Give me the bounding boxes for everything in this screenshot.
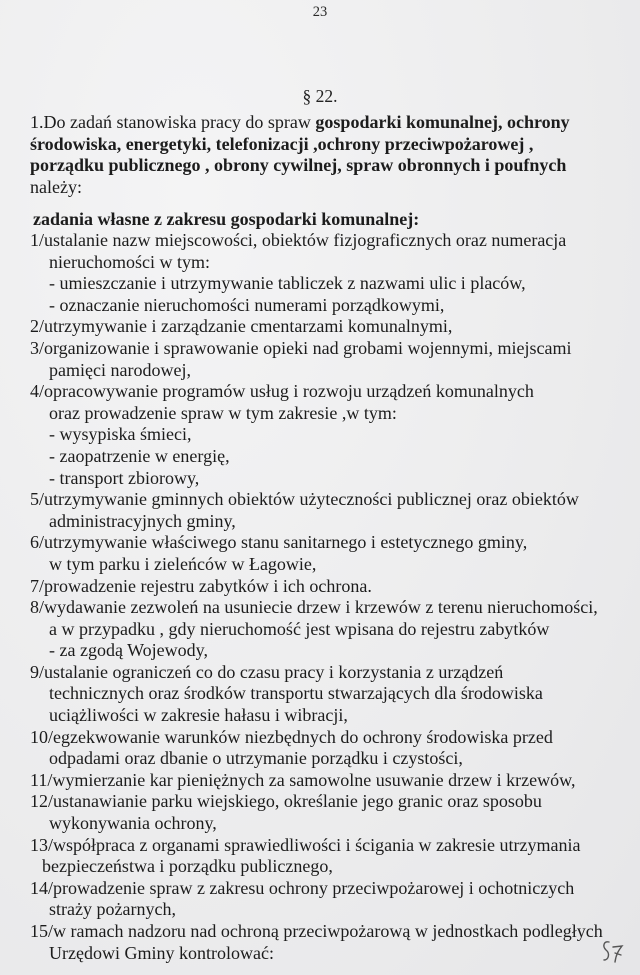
list-item: 6/utrzymywanie właściwego stanu sanitarnego i estetycznego gminy, — [30, 532, 528, 553]
intro-line-4 — [0, 177, 640, 199]
intro-line-3 — [0, 155, 640, 177]
list-item: 7/prowadzenie rejestru zabytków i ich ochrona. — [30, 575, 372, 596]
list-item-continuation: nieruchomości w tym: — [49, 251, 210, 272]
list-item-continuation: - umieszczanie i utrzymywanie tabliczek z nazwami ulic i placów, — [49, 273, 526, 294]
list-item: 5/utrzymywanie gminnych obiektów użyteczności publicznej oraz obiektów — [30, 489, 579, 510]
list-item: 15/w ramach nadzoru nad ochroną przeciwpożarową w jednostkach podległych — [30, 921, 603, 941]
section-title: § 22. — [302, 86, 338, 106]
list-item-continuation: - zaopatrzenie w energię, — [49, 445, 230, 466]
list-item: 4/opracowywanie programów usług i rozwoju urządzeń komunalnych — [30, 381, 534, 402]
list-item-continuation: bezpieczeństwa i porządku publicznego, — [42, 856, 333, 877]
list-item-continuation: Urzędowi Gminy kontrolować: — [49, 942, 274, 963]
intro-line-1 — [0, 112, 640, 134]
list-item: 2/utrzymywanie i zarządzanie cmentarzami komunalnymi, — [30, 316, 453, 337]
list-item-continuation: technicznych oraz środków transportu stwarzających dla środowiska — [49, 683, 543, 704]
list-item-continuation: - za zgodą Wojewody, — [49, 640, 208, 661]
list-item: 11/wymierzanie kar pieniężnych za samowolne usuwanie drzew i krzewów, — [30, 769, 576, 790]
intro-bold-3: porządku publicznego , obrony cywilnej, spraw obronnych i poufnych — [30, 155, 567, 176]
intro-bold-2: środowiska, energetyki, telefonizacji ,ochrony przeciwpożarowej , — [30, 133, 534, 154]
task-list — [0, 230, 640, 964]
list-item-continuation: wykonywania ochrony, — [49, 813, 217, 834]
list-item: 8/wydawanie zezwoleń na usuniecie drzew i krzewów z terenu nieruchomości, — [30, 597, 598, 618]
list-item-continuation: w tym parku i zieleńców w Łagowie, — [49, 553, 317, 574]
list-item-continuation: - wysypiska śmieci, — [49, 424, 192, 445]
list-item: 9/ustalanie ograniczeń co do czasu pracy i korzystania z urządzeń — [30, 661, 504, 682]
list-item-continuation: oraz prowadzenie spraw w tym zakresie ,w tym: — [49, 402, 397, 423]
intro-prefix: 1.Do zadań stanowiska pracy do spraw — [30, 112, 316, 132]
list-item: 1/ustalanie nazw miejscowości, obiektów fizjograficznych oraz numeracja — [30, 230, 567, 250]
list-item-continuation: - oznaczanie nieruchomości numerami porządkowymi, — [49, 294, 445, 315]
list-item: 10/egzekwowanie warunków niezbędnych do ochrony środowiska przed — [30, 726, 553, 747]
list-item-continuation: a w przypadku , gdy nieruchomość jest wpisana do rejestru zabytków — [49, 618, 550, 639]
list-item: 12/ustanawianie parku wiejskiego, określanie jego granic oraz sposobu — [30, 791, 542, 812]
section-heading: zadania własne z zakresu gospodarki komunalnej: — [33, 209, 420, 229]
list-item-continuation: uciążliwości w zakresie hałasu i wibracji, — [49, 705, 348, 726]
page-number: 23 — [312, 4, 328, 20]
list-item-continuation: straży pożarnych, — [49, 899, 176, 920]
list-item-continuation: pamięci narodowej, — [49, 359, 191, 380]
intro-line-2 — [0, 134, 640, 156]
intro-suffix: należy: — [30, 176, 82, 197]
list-item: 3/organizowanie i sprawowanie opieki nad grobami wojennymi, miejscami — [30, 337, 572, 358]
list-item-continuation: odpadami oraz dbanie o utrzymanie porządku i czystości, — [49, 748, 463, 769]
handwritten-mark-57 — [600, 938, 626, 966]
list-item-continuation: administracyjnych gminy, — [49, 510, 236, 531]
list-item: 14/prowadzenie spraw z zakresu ochrony przeciwpożarowej i ochotniczych — [30, 877, 575, 898]
intro-bold-1: gospodarki komunalnej, ochrony — [315, 112, 570, 132]
list-item: 13/współpraca z organami sprawiedliwości i ścigania w zakresie utrzymania — [30, 834, 581, 855]
list-item-continuation: - transport zbiorowy, — [49, 467, 200, 488]
intro-paragraph — [0, 112, 640, 198]
